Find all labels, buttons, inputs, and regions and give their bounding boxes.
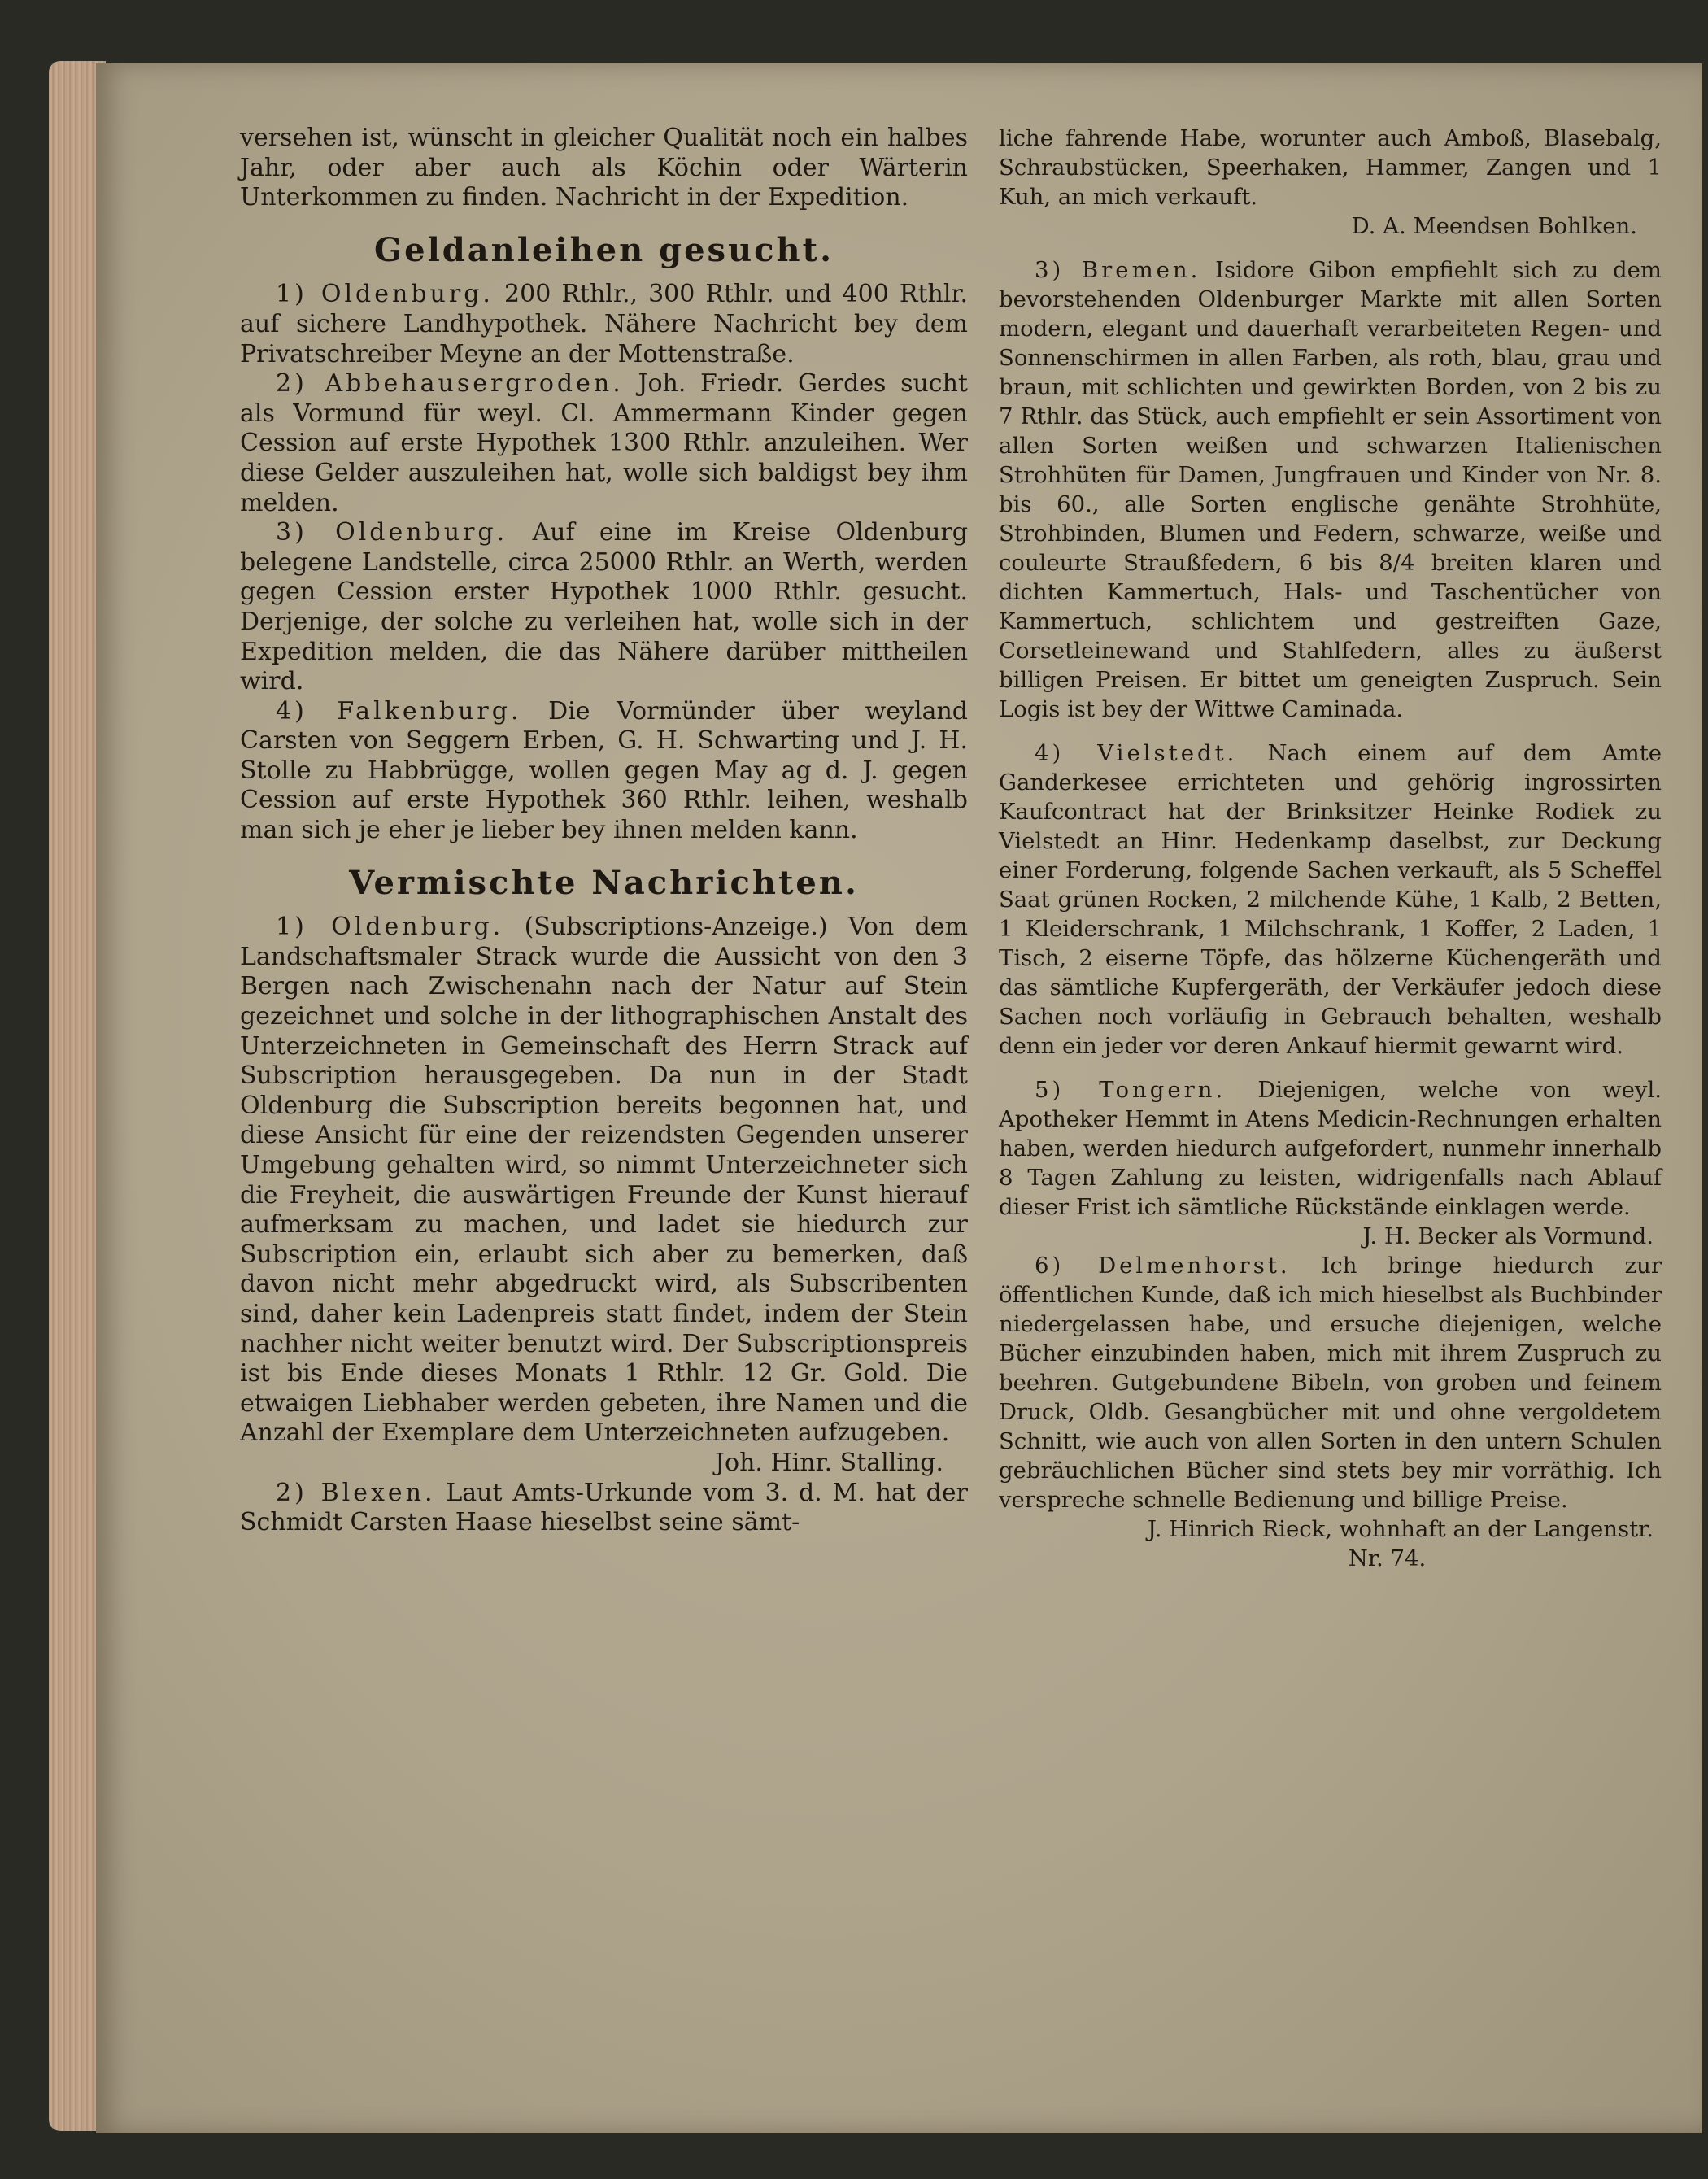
notice-text: Auf eine im Kreise Oldenburg belegene Landstelle, circa 25000 Rthlr. an Werth, werden gegen Cession erster Hypothek 1000 Rthlr. gesucht. Derjenige, der solche zu verleihen hat, wolle sich in der Expedition melden, die das Nähere darüber mittheilen wird. (240, 518, 968, 696)
notice-text: (Subscriptions-Anzeige.) Von dem Landschaftsmaler Strack wurde die Aussicht von den 3 Bergen nach Zwischenahn nach der Natur auf Stein gezeichnet und solche in der lithographischen Anstalt des Unterzeichneten in Gemeinschaft des Herrn Strack auf Subscription herausgegeben. Da nun in der Stadt Oldenburg die Subscription bereits begonnen hat, und diese Ansicht für eine der reizendsten Gegenden unserer Umgebung gehalten wird, so nimmt Unterzeichneter sich die Freyheit, die auswärtigen Freunde der Kunst hierauf aufmerksam zu machen, und ladet sie hiedurch zur Subscription ein, erlaubt sich aber zu bemerken, daß davon nicht mehr abgedruckt wird, als Subscribenten sind, daher kein Ladenpreis statt findet, indem der Stein nachher nicht weiter benutzt wird. Der Subscriptionspreis ist bis Ende dieses Monats 1 Rthlr. 12 Gr. Gold. Die etwaigen Liebhaber werden gebeten, ihre Namen und die Anzahl der Exemplare dem Unterzeichneten aufzugeben. (240, 913, 968, 1448)
continuation-paragraph: liche fahrende Habe, worunter auch Amboß, Blasebalg, Schraubstücken, Speerhaken, Hammer, Zangen und 1 Kuh, an mich verkauft. (999, 125, 1662, 210)
notice-place: 4) Vielstedt. (1035, 740, 1238, 766)
notice-place: 6) Delmenhorst. (1035, 1253, 1291, 1279)
notice-verm-5 (999, 1075, 1662, 1222)
notice-text: Diejenigen, welche von weyl. Apotheker Hemmt in Atens Medicin-Rechnungen erhalten haben, werden hiedurch aufgefordert, nunmehr innerhalb 8 Tagen Zahlung zu leisten, widrigenfalls nach Ablauf dieser Frist ich sämtliche Rückstände einklagen werde. (999, 1077, 1662, 1220)
notice-place: 3) Bremen. (1035, 257, 1201, 283)
notice-geld-1 (240, 280, 968, 369)
notice-verm-4 (999, 739, 1662, 1061)
notice-text: Ich bringe hiedurch zur öffentlichen Kunde, daß ich mich hieselbst als Buchbinder niedergelassen habe, und ersuche diejenigen, welche Bücher einzubinden haben, mich mit ihrem Zuspruch zu beehren. Gutgebundene Bibeln, von groben und feinem Druck, Oldb. Gesangbücher mit und ohne vergoldetem Schnitt, wie auch von allen Sorten in den untern Schulen gebräuchlichen Bücher sind stets bey mir vorräthig. Ich verspreche schnelle Bedienung und billige Preise. (999, 1253, 1662, 1513)
notice-place: 4) Falkenburg. (276, 696, 522, 726)
intro-paragraph: versehen ist, wünscht in gleicher Qualität noch ein halbes Jahr, oder aber auch als Köchin oder Wärterin Unterkommen zu finden. Nachricht in der Expedition. (240, 124, 968, 212)
left-column (240, 124, 968, 1538)
notice-text: Nach einem auf dem Amte Ganderkesee errichteten und gehörig ingrossirten Kaufcontract hat der Brinksitzer Heinke Rodiek zu Vielstedt an Hinr. Hedenkamp daselbst, zur Deckung einer Forderung, folgende Sachen verkauft, als 5 Scheffel Saat grünen Rocken, 2 milchende Kühe, 1 Kalb, 2 Betten, 1 Kleiderschrank, 1 Milchschrank, 1 Koffer, 2 Laden, 1 Tisch, 2 eiserne Töpfe, das hölzerne Küchengeräth und das sämtliche Kupfergeräth, der Verkäufer jedoch diese Sachen noch vorläufig in Gebrauch behalten, weshalb denn ein jeder vor deren Ankauf hiermit gewarnt wird. (999, 740, 1662, 1059)
heading-vermischte: Vermischte Nachrichten. (349, 863, 859, 902)
notice-text: Isidore Gibon empfiehlt sich zu dem bevorstehenden Oldenburger Markte mit allen Sorten modern, elegant und dauerhaft verarbeiteten Regen- und Sonnenschirmen in allen Farben, als roth, blau, grau und braun, mit schlichten und gewirkten Borden, von 2 bis zu 7 Rthlr. das Stück, auch empfiehlt er sein Assortiment von allen Sorten weißen und schwarzen Italienischen Strohhüten für Damen, Jungfrauen und Kinder von Nr. 8. bis 60., alle Sorten englische genähte Strohhüte, Strohbinden, Blumen und Federn, schwarze, weiße und couleurte Straußfedern, 6 bis 8/4 breiten klaren und dichten Kammertuch, Hals- und Taschentücher von Kammertuch, schlichtem und gestreiften Gaze, Corsetleinewand und Stahlfedern, alles zu äußerst billigen Preisen. Er bittet um geneigten Zuspruch. Sein Logis ist bey der Wittwe Caminada. (999, 257, 1662, 722)
signature-rieck: J. Hinrich Rieck, wohnhaft an der Langenstr. (1147, 1516, 1654, 1542)
signature-bohlken: D. A. Meendsen Bohlken. (1351, 213, 1637, 239)
notice-text: 200 Rthlr., 300 Rthlr. und 400 Rthlr. auf sichere Landhypothek. Nähere Nachricht bey dem Privatschreiber Meyne an der Mottenstraße. (240, 280, 968, 368)
signature-becker: J. H. Becker als Vormund. (1362, 1223, 1654, 1249)
notice-text: Laut Amts-Urkunde vom 3. d. M. hat der Schmidt Carsten Haase hieselbst seine sämt- (240, 1478, 968, 1537)
notice-place: 1) Oldenburg. (276, 913, 504, 942)
notice-text: Die Vormünder über weyland Carsten von Seggern Erben, G. H. Schwarting und J. H. Stolle zu Habbrügge, wollen gegen May ag d. J. gegen Cession auf erste Hypothek 360 Rthlr. leihen, weshalb man sich je eher je lieber bey ihnen melden kann. (240, 696, 968, 845)
notice-text: Joh. Friedr. Gerdes sucht als Vormund für weyl. Cl. Ammermann Kinder gegen Cession auf erste Hypothek 1300 Rthlr. anzuleihen. Wer diese Gelder auszuleihen hat, wolle sich baldigst bey ihm melden. (240, 369, 968, 517)
heading-geldanleihen: Geldanleihen gesucht. (373, 230, 834, 269)
notice-verm-3 (999, 255, 1662, 724)
signature-stalling: Joh. Hinr. Stalling. (714, 1448, 943, 1477)
notice-place: 1) Oldenburg. (276, 280, 494, 309)
notice-verm-6 (999, 1251, 1662, 1514)
notice-verm-1 (240, 913, 968, 1449)
notice-place: 3) Oldenburg. (276, 518, 508, 547)
notice-place: 5) Tongern. (1035, 1077, 1227, 1103)
notice-place: 2) Blexen. (276, 1478, 436, 1507)
notice-place: 2) Abbehausergroden. (276, 369, 624, 399)
notice-verm-2 (240, 1479, 968, 1538)
catchword-issue-number: Nr. 74. (1348, 1545, 1427, 1571)
notice-geld-2 (240, 369, 968, 518)
notice-geld-3 (240, 518, 968, 697)
right-column (999, 124, 1662, 1573)
notice-geld-4 (240, 697, 968, 846)
